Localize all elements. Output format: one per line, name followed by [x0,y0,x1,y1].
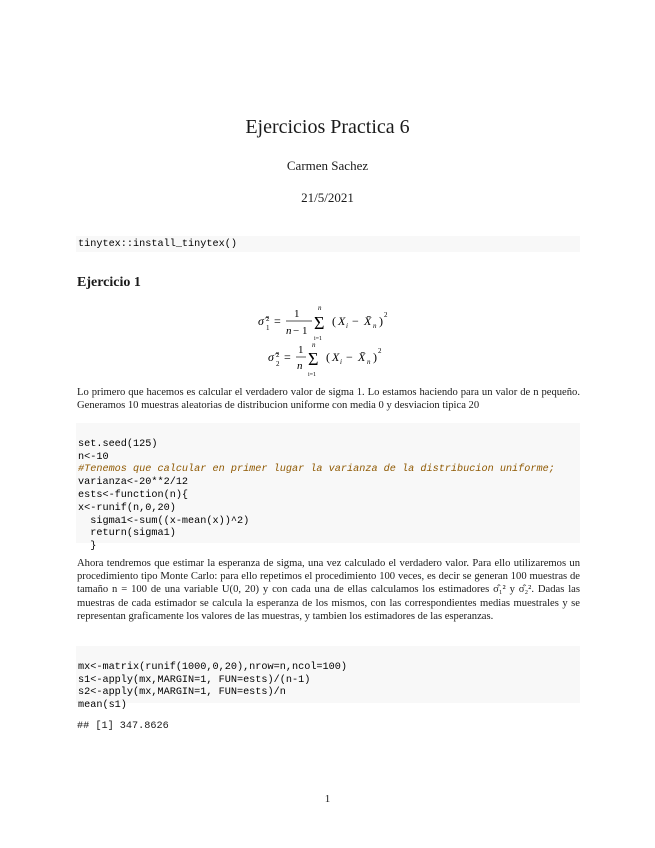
code-line: n<-10 [78,451,109,463]
svg-text:i=1: i=1 [307,372,316,378]
svg-text:n: n [372,322,376,330]
svg-text:): ) [378,314,383,328]
svg-text:X̄: X̄ [357,350,365,364]
svg-text:1: 1 [265,324,269,332]
svg-text:): ) [372,350,377,364]
svg-text:i: i [339,358,342,366]
code-line: set.seed(125) [78,438,158,450]
code-line: varianza<-20**2/12 [78,477,189,489]
svg-text:i: i [345,322,348,330]
svg-text:Σ: Σ [307,349,318,369]
page-number: 1 [324,793,331,805]
date: 21/5/2021 [301,190,354,205]
svg-text:2: 2 [377,347,381,355]
svg-text:=: = [273,314,281,328]
svg-text:1: 1 [297,344,303,356]
section-heading: Ejercicio 1 [77,275,141,290]
code-block-2 [76,646,580,712]
svg-text:X̄: X̄ [363,314,371,328]
svg-text:2: 2 [265,315,269,323]
svg-text:1: 1 [293,308,299,320]
author: Carmen Sachez [286,158,369,173]
paragraph-intro: Lo primero que hacemos es calcular el verdadero valor de sigma 1. Lo estamos haciendo para un valor de n pequeño. Generamos 10 muestras aleatorias de distribucion uniforme con media 0 y desviacion tipica 20 [77,387,580,412]
code-line: s1<-apply(mx,MARGIN=1, FUN=ests)/(n-1) [78,674,311,686]
svg-text:n: n [285,325,291,337]
svg-text:n: n [296,360,302,372]
svg-text:n: n [311,341,315,349]
svg-text:2: 2 [383,311,387,319]
svg-text:−: − [351,314,359,328]
svg-text:n: n [366,358,370,366]
svg-text:σ̂: σ̂ [267,350,274,364]
svg-text:X: X [337,314,345,328]
equation-sigma2-graphic [228,341,428,381]
code-line: mean(s1) [78,700,127,712]
page-title: Ejercicios Practica 6 [245,116,410,138]
svg-text:=: = [283,350,291,364]
svg-text:(: ( [331,314,336,328]
code-output: ## [1] 347.8626 [77,721,169,732]
svg-text:n: n [317,304,321,312]
svg-text:Σ: Σ [313,313,324,333]
code-line: return(sigma1) [78,528,176,540]
code-install: tinytex::install_tinytex() [76,236,580,252]
paragraph-montecarlo: Ahora tendremos que estimar la esperanza de sigma, una vez calculado el verdadero valor. Para ello utilizaremos un procedimiento tipo Monte Carlo: para ello repetimos el procedimiento 100 veces, es decir se generan 100 muestras de tamaño n = 100 de una variable U(0, 20) y con cada una de ellas calculamos los estimadores σ̂₁² y σ̂₂². Dadas las muestras de cada estimador se calcula la esperanza de los mismos, con las correspondientes medias muestrales y se representan graficamente los valores de las muestras, y tambien los estimadores de las esperanzas. [77,558,580,622]
code-line: s2<-apply(mx,MARGIN=1, FUN=ests)/n [78,687,286,699]
code-line: x<-runif(n,0,20) [78,502,176,514]
code-line: ests<-function(n){ [78,489,189,501]
svg-text:(: ( [325,350,330,364]
svg-text:2: 2 [275,360,279,368]
svg-text:−: − [345,350,353,364]
svg-text:2: 2 [275,351,279,359]
code-line: } [78,541,97,553]
code-block-1 [76,423,580,553]
code-comment: #Tenemos que calcular en primer lugar la varianza de la distribucion uniforme; [78,464,555,476]
code-line: mx<-matrix(runif(1000,0,20),nrow=n,ncol=100) [78,661,347,673]
equation-sigma2 [0,341,655,385]
svg-text:i=1: i=1 [313,336,322,342]
svg-text:σ̂: σ̂ [257,314,264,328]
code-line: sigma1<-sum((x-mean(x))^2) [78,515,250,527]
svg-text:X: X [331,350,339,364]
svg-text:− 1: − 1 [292,325,307,337]
